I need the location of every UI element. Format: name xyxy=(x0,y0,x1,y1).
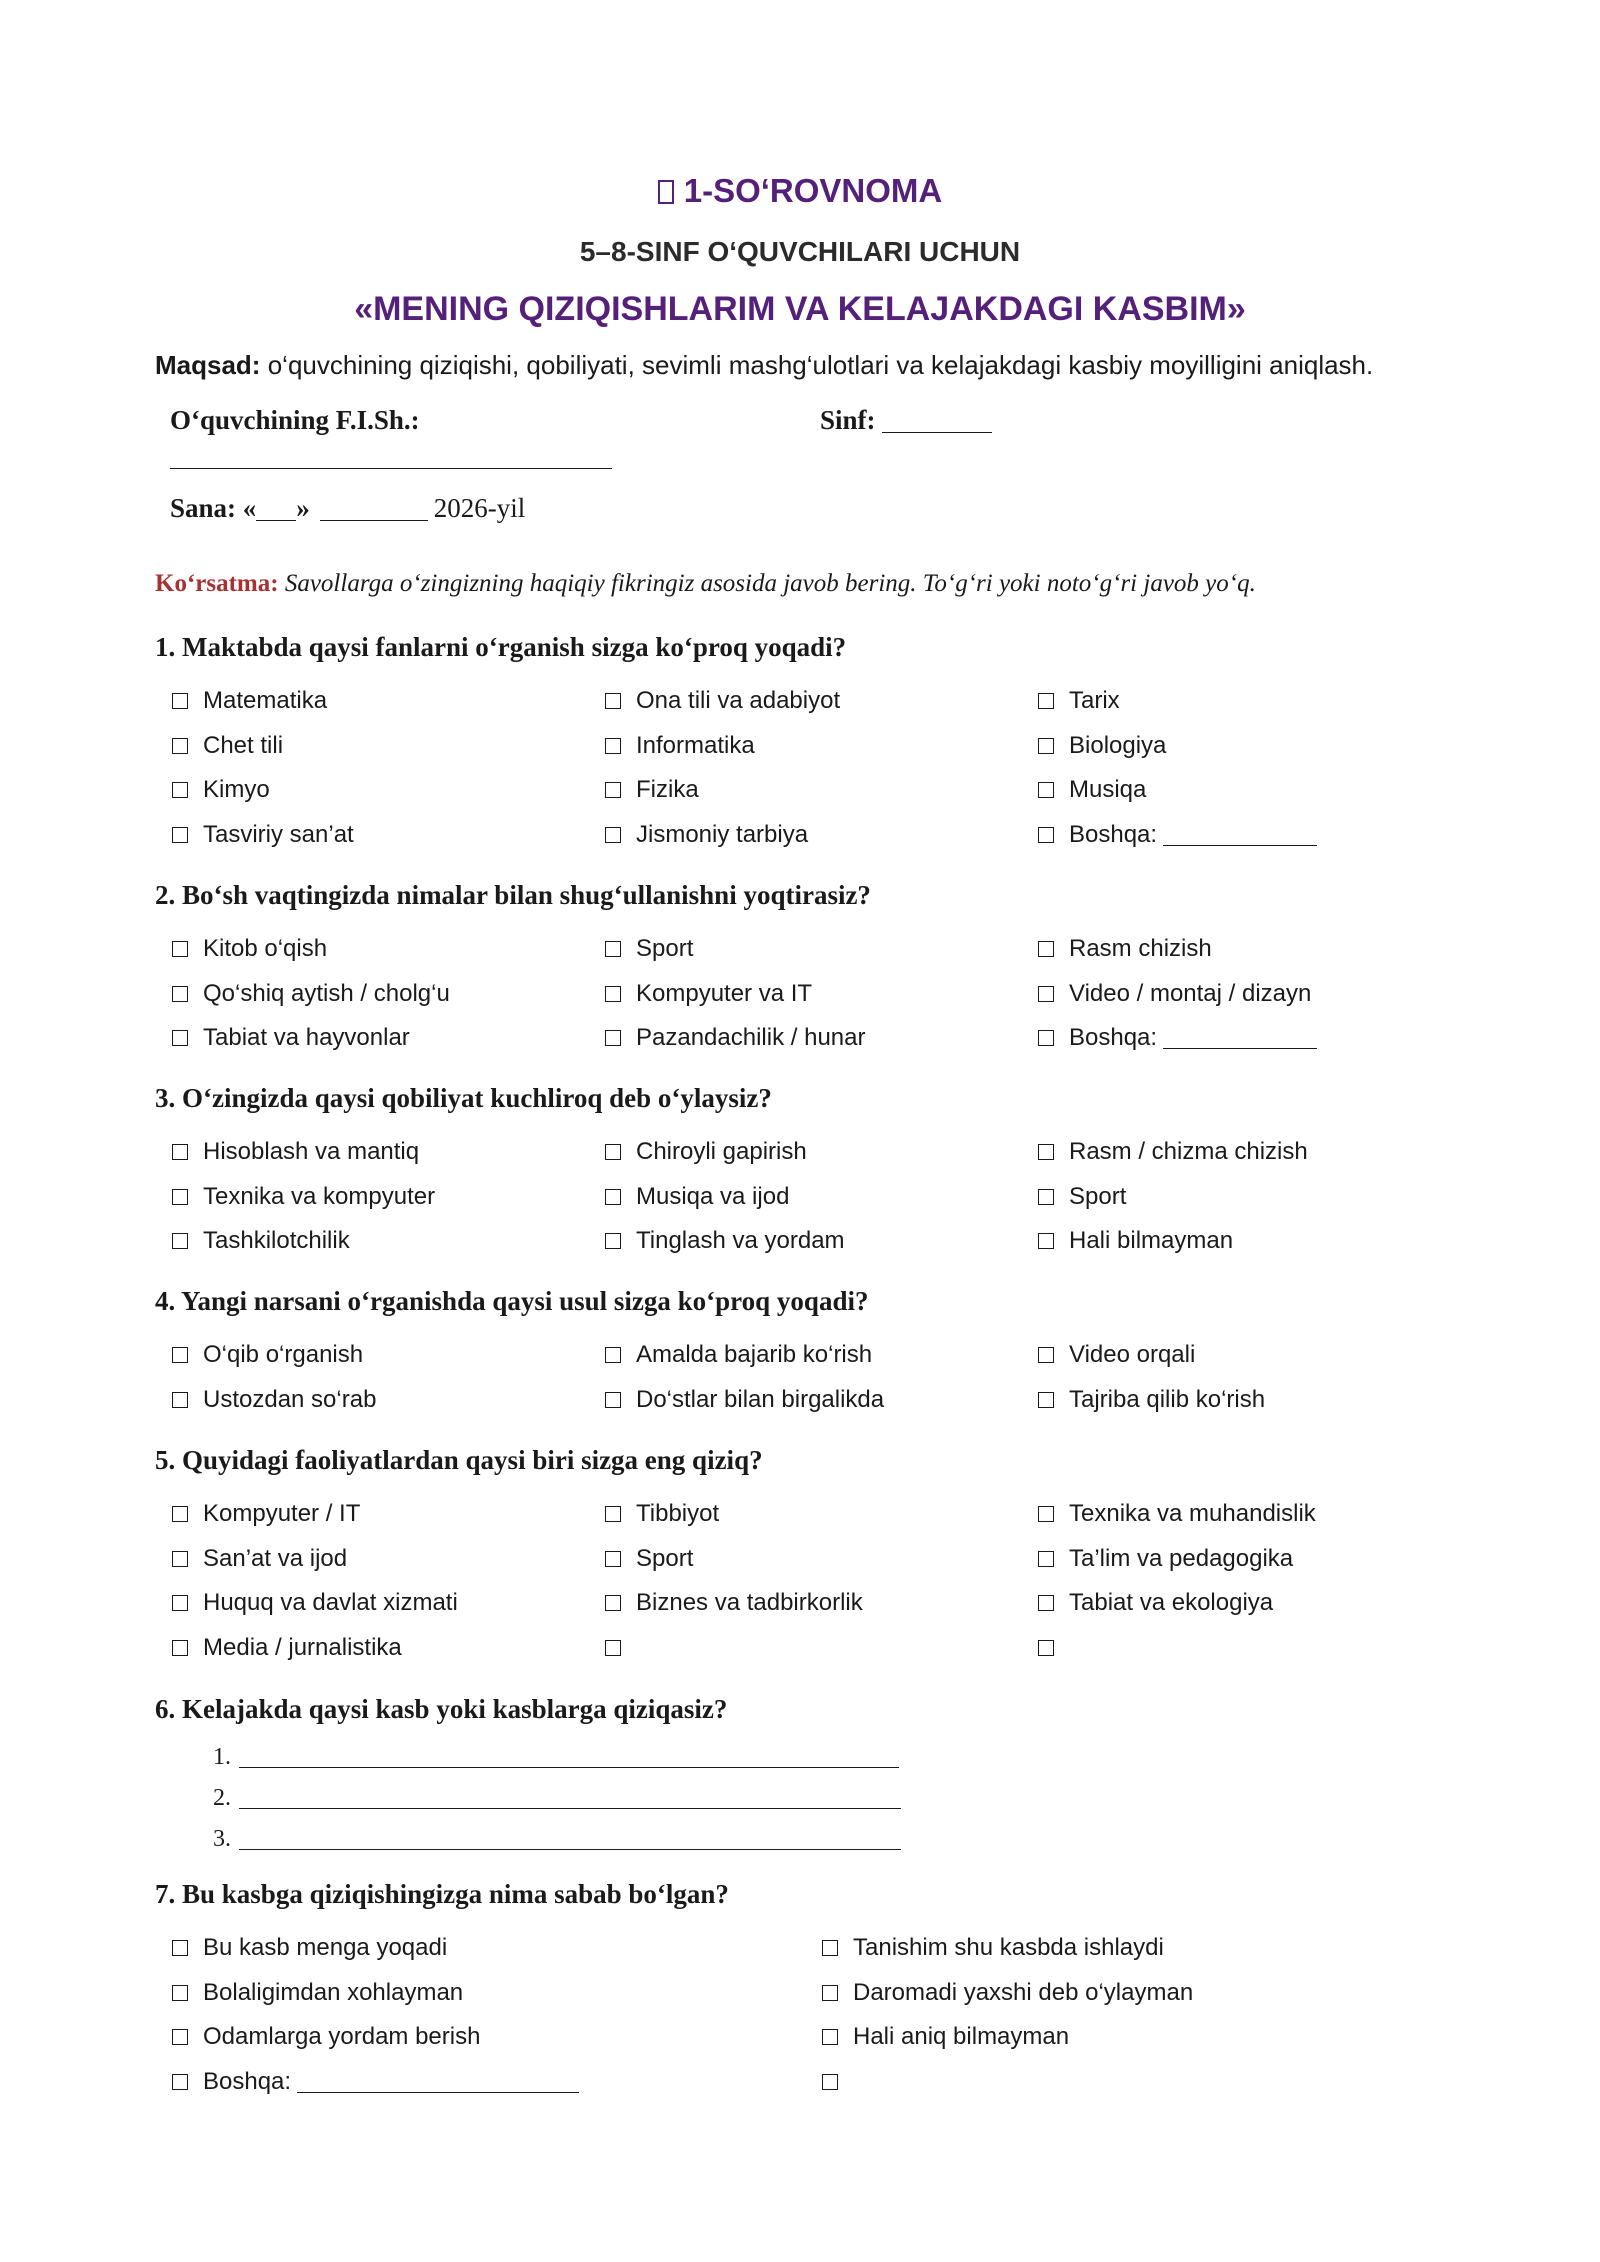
date-mid: » xyxy=(296,493,310,523)
option-q2-qoshiq[interactable] xyxy=(172,979,450,1009)
option-label: Boshqa: xyxy=(1069,1024,1158,1051)
checkbox-icon[interactable] xyxy=(1038,782,1054,798)
other-blank[interactable] xyxy=(1163,821,1317,846)
survey-subtitle: 5–8-SINF O‘QUVCHILARI UCHUN xyxy=(579,236,1021,267)
instruction-line xyxy=(155,570,1256,598)
option-q2-kitob[interactable] xyxy=(172,934,327,964)
option-label: San’at va ijod xyxy=(203,1545,348,1572)
option-label: Bu kasb menga yoqadi xyxy=(203,1934,448,1961)
option-q5-media[interactable] xyxy=(172,1633,402,1663)
checkbox-icon[interactable] xyxy=(172,1392,188,1408)
option-label: Video orqali xyxy=(1069,1341,1196,1368)
career-line-2[interactable] xyxy=(213,1784,901,1812)
option-q2-video[interactable] xyxy=(1038,979,1311,1009)
option-q4-video[interactable] xyxy=(1038,1340,1195,1370)
option-label: Tasviriy san’at xyxy=(203,821,354,848)
class-label: Sinf: xyxy=(820,405,876,435)
checkbox-icon[interactable] xyxy=(605,1551,621,1567)
question-4: 4. Yangi narsani o‘rganishda qaysi usul sizga ko‘proq yoqadi? xyxy=(155,1286,869,1316)
student-name-blank[interactable] xyxy=(170,468,612,469)
option-q5-talim[interactable] xyxy=(1038,1544,1293,1574)
option-q5-tibbiyot[interactable] xyxy=(605,1499,719,1529)
other-blank[interactable] xyxy=(1163,1024,1317,1049)
checkbox-icon[interactable] xyxy=(1038,1144,1054,1160)
class-blank[interactable] xyxy=(882,408,992,433)
option-label: O‘qib o‘rganish xyxy=(203,1341,364,1368)
option-label: Rasm chizish xyxy=(1069,935,1212,962)
checkbox-icon[interactable] xyxy=(605,738,621,754)
option-label: Musiqa va ijod xyxy=(636,1183,790,1210)
option-label: Biznes va tadbirkorlik xyxy=(636,1589,863,1616)
option-label: Video / montaj / dizayn xyxy=(1069,980,1312,1007)
checkbox-icon[interactable] xyxy=(605,1347,621,1363)
option-label: Informatika xyxy=(636,732,755,759)
option-label: Kompyuter / IT xyxy=(203,1500,361,1527)
option-label: Hali aniq bilmayman xyxy=(853,2023,1070,2050)
option-label: Musiqa xyxy=(1069,776,1147,803)
career-blank[interactable] xyxy=(239,1743,899,1768)
option-q7-daromadi[interactable] xyxy=(822,1978,1193,2008)
checkbox-icon[interactable] xyxy=(172,2074,188,2090)
instruction-label: Ko‘rsatma: xyxy=(155,570,279,597)
option-label: Texnika va kompyuter xyxy=(203,1183,436,1210)
option-label: Texnika va muhandislik xyxy=(1069,1500,1316,1527)
option-label: Boshqa: xyxy=(203,2068,292,2095)
class-line xyxy=(820,405,992,436)
option-q3-tinglash[interactable] xyxy=(605,1226,845,1256)
checkbox-icon[interactable] xyxy=(605,1595,621,1611)
option-q3-gapirish[interactable] xyxy=(605,1137,807,1167)
option-q3-rasm[interactable] xyxy=(1038,1137,1308,1167)
checkbox-icon[interactable] xyxy=(1038,1595,1054,1611)
checkbox-icon[interactable] xyxy=(172,1551,188,1567)
option-q5-sport[interactable] xyxy=(605,1544,693,1574)
checkbox-icon[interactable] xyxy=(172,1940,188,1956)
option-q1-musiqa[interactable] xyxy=(1038,775,1146,805)
checkbox-icon[interactable] xyxy=(172,941,188,957)
checkbox-icon[interactable] xyxy=(605,1506,621,1522)
checkbox-icon[interactable] xyxy=(172,1030,188,1046)
option-q5-it[interactable] xyxy=(172,1499,360,1529)
question-3: 3. O‘zingizda qaysi qobiliyat kuchliroq deb o‘ylaysiz? xyxy=(155,1083,772,1113)
option-label: Sport xyxy=(636,1545,694,1572)
checkbox-icon[interactable] xyxy=(1038,1347,1054,1363)
option-q1-kimyo[interactable] xyxy=(172,775,270,805)
option-label: Do‘stlar bilan birgalikda xyxy=(636,1386,885,1413)
checkbox-icon[interactable] xyxy=(1038,1640,1054,1656)
checkbox-icon[interactable] xyxy=(1038,1189,1054,1205)
career-blank[interactable] xyxy=(239,1784,901,1809)
option-q1-tasviriy[interactable] xyxy=(172,820,354,850)
option-label: Rasm / chizma chizish xyxy=(1069,1138,1308,1165)
option-q3-sport[interactable] xyxy=(1038,1182,1126,1212)
checkbox-icon[interactable] xyxy=(172,1595,188,1611)
checkbox-icon[interactable] xyxy=(605,1189,621,1205)
option-q5-tabiat[interactable] xyxy=(1038,1588,1273,1618)
option-q1-biologiya[interactable] xyxy=(1038,731,1166,761)
option-q7-empty[interactable] xyxy=(822,2067,853,2097)
checkbox-icon[interactable] xyxy=(822,2074,838,2090)
date-month-blank[interactable] xyxy=(320,496,428,521)
checkbox-icon[interactable] xyxy=(172,1640,188,1656)
option-q1-matematika[interactable] xyxy=(172,686,327,716)
option-q4-tajriba[interactable] xyxy=(1038,1385,1265,1415)
option-q4-amalda[interactable] xyxy=(605,1340,872,1370)
date-day-blank[interactable] xyxy=(256,496,296,521)
option-label: Tajriba qilib ko‘rish xyxy=(1069,1386,1266,1413)
option-q1-chet-tili[interactable] xyxy=(172,731,283,761)
line-number: 3. xyxy=(213,1826,231,1852)
option-q7-bolaligimdan[interactable] xyxy=(172,1978,463,2008)
option-q2-rasm[interactable] xyxy=(1038,934,1212,964)
option-label: Chet tili xyxy=(203,732,284,759)
checkbox-icon[interactable] xyxy=(172,782,188,798)
option-q7-yoqadi[interactable] xyxy=(172,1933,447,1963)
option-label: Tinglash va yordam xyxy=(636,1227,845,1254)
option-q3-tashkilotchilik[interactable] xyxy=(172,1226,350,1256)
checkbox-icon[interactable] xyxy=(172,738,188,754)
option-q1-jismoniy[interactable] xyxy=(605,820,808,850)
question-5: 5. Quyidagi faoliyatlardan qaysi biri sizga eng qiziq? xyxy=(155,1445,763,1475)
checkbox-icon[interactable] xyxy=(605,1144,621,1160)
checkbox-icon[interactable] xyxy=(822,1940,838,1956)
option-q3-texnika[interactable] xyxy=(172,1182,435,1212)
checkbox-icon[interactable] xyxy=(1038,738,1054,754)
option-q5-empty-2[interactable] xyxy=(1038,1633,1069,1663)
line-number: 2. xyxy=(213,1785,231,1811)
checkbox-icon[interactable] xyxy=(1038,941,1054,957)
option-label: Matematika xyxy=(203,687,328,714)
option-label: Bolaligimdan xohlayman xyxy=(203,1979,464,2006)
option-label: Ona tili va adabiyot xyxy=(636,687,841,714)
survey-title-text: 1-SO‘ROVNOMA xyxy=(683,172,943,209)
career-line-3[interactable] xyxy=(213,1825,901,1853)
checkbox-icon[interactable] xyxy=(172,1233,188,1249)
option-label: Pazandachilik / hunar xyxy=(636,1024,866,1051)
question-2: 2. Bo‘sh vaqtingizda nimalar bilan shug‘ullanishni yoqtirasiz? xyxy=(155,880,871,910)
checkbox-icon[interactable] xyxy=(172,1189,188,1205)
checkbox-icon[interactable] xyxy=(1038,693,1054,709)
option-q3-bilmayman[interactable] xyxy=(1038,1226,1233,1256)
option-q4-oqib[interactable] xyxy=(172,1340,363,1370)
checkbox-icon[interactable] xyxy=(172,827,188,843)
purpose-text: o‘quvchining qiziqishi, qobiliyati, sevimli mashg‘ulotlari va kelajakdagi kasbiy moyilligini aniqlash. xyxy=(267,350,1374,380)
date-year: 2026-yil xyxy=(433,493,526,523)
checkbox-icon[interactable] xyxy=(605,1233,621,1249)
checkbox-icon[interactable] xyxy=(172,1144,188,1160)
instruction-text: Savollarga o‘zingizning haqiqiy fikringiz asosida javob bering. To‘g‘ri yoki noto‘g‘ri javob yo‘q. xyxy=(284,570,1256,597)
checkbox-icon[interactable] xyxy=(1038,1030,1054,1046)
option-label: Tibbiyot xyxy=(636,1500,720,1527)
option-q2-boshqa[interactable] xyxy=(1038,1023,1317,1053)
option-label: Tabiat va ekologiya xyxy=(1069,1589,1274,1616)
option-label: Hisoblash va mantiq xyxy=(203,1138,420,1165)
option-label: Tarix xyxy=(1069,687,1120,714)
checkbox-icon[interactable] xyxy=(605,941,621,957)
checkbox-icon[interactable] xyxy=(605,986,621,1002)
option-q1-ona-tili[interactable] xyxy=(605,686,840,716)
option-label: Ustozdan so‘rab xyxy=(203,1386,377,1413)
option-label: Tashkilotchilik xyxy=(203,1227,350,1254)
career-line-1[interactable] xyxy=(213,1743,899,1771)
option-label: Jismoniy tarbiya xyxy=(636,821,809,848)
checkbox-icon[interactable] xyxy=(172,2029,188,2045)
question-1: 1. Maktabda qaysi fanlarni o‘rganish sizga ko‘proq yoqadi? xyxy=(155,632,847,662)
checkbox-icon[interactable] xyxy=(1038,1233,1054,1249)
checkbox-icon[interactable] xyxy=(1038,1392,1054,1408)
option-label: Chiroyli gapirish xyxy=(636,1138,807,1165)
checkbox-icon[interactable] xyxy=(1038,1551,1054,1567)
checkbox-icon[interactable] xyxy=(822,1985,838,2001)
checkbox-icon[interactable] xyxy=(605,827,621,843)
option-label: Daromadi yaxshi deb o‘ylayman xyxy=(853,1979,1194,2006)
option-label: Fizika xyxy=(636,776,699,803)
option-q2-kompyuter[interactable] xyxy=(605,979,812,1009)
other-blank[interactable] xyxy=(297,2068,579,2093)
question-7: 7. Bu kasbga qiziqishingizga nima sabab bo‘lgan? xyxy=(155,1879,729,1909)
checkbox-icon[interactable] xyxy=(822,2029,838,2045)
purpose-label: Maqsad: xyxy=(155,350,261,380)
option-label: Ta’lim va pedagogika xyxy=(1069,1545,1294,1572)
option-q1-fizika[interactable] xyxy=(605,775,699,805)
option-q3-musiqa[interactable] xyxy=(605,1182,789,1212)
option-q5-huquq[interactable] xyxy=(172,1588,458,1618)
date-line xyxy=(170,493,525,524)
option-q2-sport[interactable] xyxy=(605,934,693,964)
line-number: 1. xyxy=(213,1744,231,1770)
option-q7-tanishim[interactable] xyxy=(822,1933,1164,1963)
option-label: Hali bilmayman xyxy=(1069,1227,1234,1254)
option-q2-tabiat[interactable] xyxy=(172,1023,410,1053)
checkbox-icon[interactable] xyxy=(605,782,621,798)
option-q7-boshqa[interactable] xyxy=(172,2067,579,2097)
option-label: Sport xyxy=(636,935,694,962)
option-q4-ustoz[interactable] xyxy=(172,1385,376,1415)
option-q2-pazandachilik[interactable] xyxy=(605,1023,865,1053)
survey-title xyxy=(0,172,1600,210)
student-name-label: O‘quvchining F.I.Sh.: xyxy=(170,405,420,435)
checkbox-icon[interactable] xyxy=(605,1640,621,1656)
option-label: Kompyuter va IT xyxy=(636,980,813,1007)
missing-glyph-icon xyxy=(658,180,674,204)
option-label: Tabiat va hayvonlar xyxy=(203,1024,410,1051)
checkbox-icon[interactable] xyxy=(172,1985,188,2001)
option-label: Odamlarga yordam berish xyxy=(203,2023,481,2050)
career-blank[interactable] xyxy=(239,1825,901,1850)
option-q7-yordam[interactable] xyxy=(172,2022,480,2052)
checkbox-icon[interactable] xyxy=(605,1030,621,1046)
option-q4-dostlar[interactable] xyxy=(605,1385,884,1415)
option-label: Qo‘shiq aytish / cholg‘u xyxy=(203,980,450,1007)
checkbox-icon[interactable] xyxy=(172,986,188,1002)
option-q7-bilmayman[interactable] xyxy=(822,2022,1069,2052)
checkbox-icon[interactable] xyxy=(172,1506,188,1522)
checkbox-icon[interactable] xyxy=(1038,986,1054,1002)
purpose-line xyxy=(155,350,1373,381)
option-q1-boshqa[interactable] xyxy=(1038,820,1317,850)
option-label: Media / jurnalistika xyxy=(203,1634,402,1661)
checkbox-icon[interactable] xyxy=(1038,1506,1054,1522)
option-q1-informatika[interactable] xyxy=(605,731,755,761)
option-label: Biologiya xyxy=(1069,732,1167,759)
option-q5-texnika[interactable] xyxy=(1038,1499,1316,1529)
question-6: 6. Kelajakda qaysi kasb yoki kasblarga qiziqasiz? xyxy=(155,1694,728,1724)
option-q5-biznes[interactable] xyxy=(605,1588,863,1618)
option-label: Tanishim shu kasbda ishlaydi xyxy=(853,1934,1164,1961)
checkbox-icon[interactable] xyxy=(172,693,188,709)
date-label: Sana: « xyxy=(170,493,257,523)
option-q5-sanat[interactable] xyxy=(172,1544,347,1574)
option-label: Huquq va davlat xizmati xyxy=(203,1589,458,1616)
checkbox-icon[interactable] xyxy=(1038,827,1054,843)
option-label: Boshqa: xyxy=(1069,821,1158,848)
option-label: Sport xyxy=(1069,1183,1127,1210)
option-label: Kimyo xyxy=(203,776,270,803)
option-q5-empty-1[interactable] xyxy=(605,1633,636,1663)
option-q1-tarix[interactable] xyxy=(1038,686,1120,716)
checkbox-icon[interactable] xyxy=(605,693,621,709)
checkbox-icon[interactable] xyxy=(605,1392,621,1408)
checkbox-icon[interactable] xyxy=(172,1347,188,1363)
survey-main-title: «MENING QIZIQISHLARIM VA KELAJAKDAGI KASBIM» xyxy=(354,290,1246,328)
option-label: Kitob o‘qish xyxy=(203,935,328,962)
option-label: Amalda bajarib ko‘rish xyxy=(636,1341,873,1368)
option-q3-hisoblash[interactable] xyxy=(172,1137,419,1167)
